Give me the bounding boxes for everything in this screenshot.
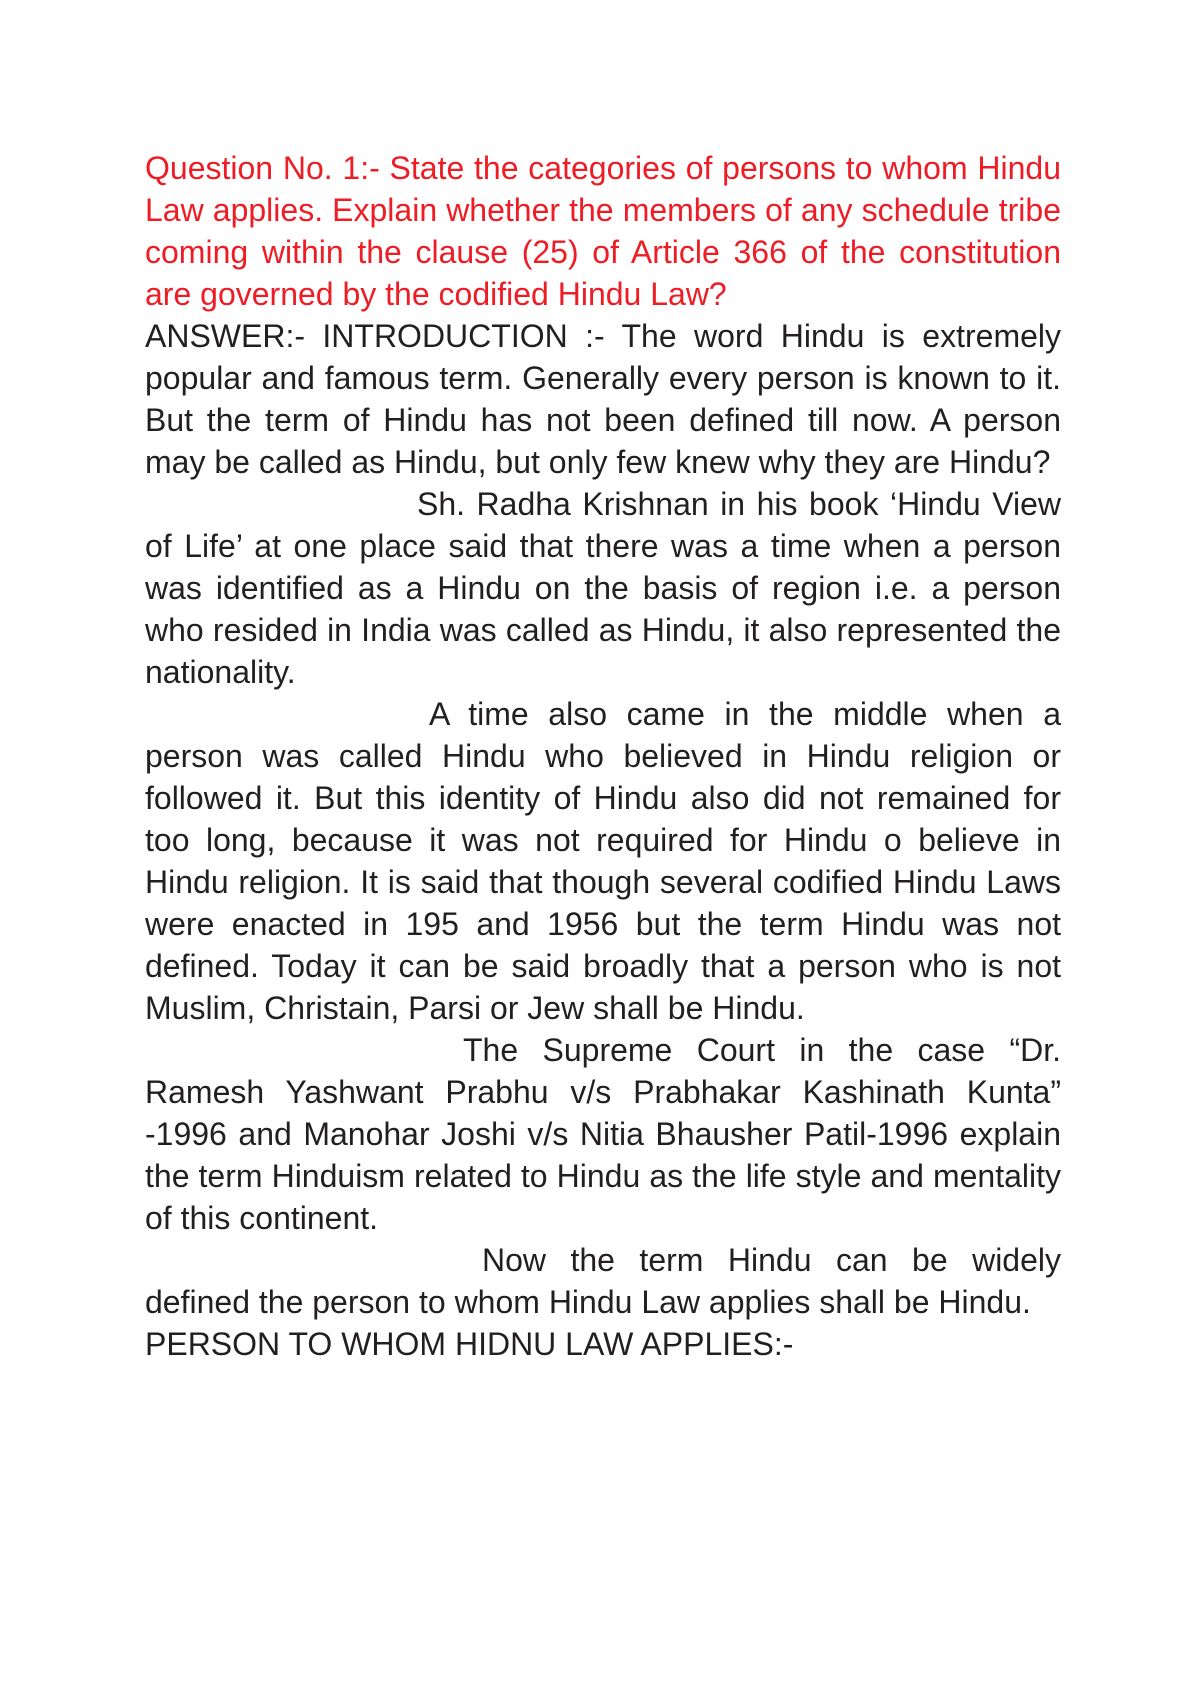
question-text: Question No. 1:- State the categories of persons to whom Hindu Law applies. Explain whether the members of any schedule tribe coming within the clause (25) of Article 366 of the constitution are governed by the codified Hindu Law? (145, 150, 1061, 312)
document-page (145, 147, 1061, 1365)
religion-identity-paragraph: A time also came in the middle when a person was called Hindu who believed in Hindu religion or followed it. But this identity of Hindu also did not remained for too long, because it was not required for Hindu o believe in Hindu religion. It is said that though several codified Hindu Laws were enacted in 195 and 1956 but the term Hindu was not defined. Today it can be said broadly that a person who is not Muslim, Christain, Parsi or Jew shall be Hindu. (145, 696, 1061, 1026)
answer-introduction-paragraph: ANSWER:- INTRODUCTION :- The word Hindu is extremely popular and famous term. Generally every person is known to it. But the term of Hindu has not been defined till now. A person may be called as Hindu, but only few knew why they are Hindu? (145, 318, 1061, 480)
definition-paragraph: Now the term Hindu can be widely defined the person to whom Hindu Law applies shall be Hindu. (145, 1242, 1061, 1320)
supreme-court-paragraph: The Supreme Court in the case “Dr. Ramesh Yashwant Prabhu v/s Prabhakar Kashinath Kunta” -1996 and Manohar Joshi v/s Nitia Bhausher Patil-1996 explain the term Hinduism related to Hindu as the life style and mentality of this continent. (145, 1032, 1061, 1236)
section-heading: PERSON TO WHOM HIDNU LAW APPLIES:- (145, 1326, 794, 1362)
radha-krishnan-paragraph: Sh. Radha Krishnan in his book ‘Hindu View of Life’ at one place said that there was a time when a person was identified as a Hindu on the basis of region i.e. a person who resided in India was called as Hindu, it also represented the nationality. (145, 486, 1061, 690)
